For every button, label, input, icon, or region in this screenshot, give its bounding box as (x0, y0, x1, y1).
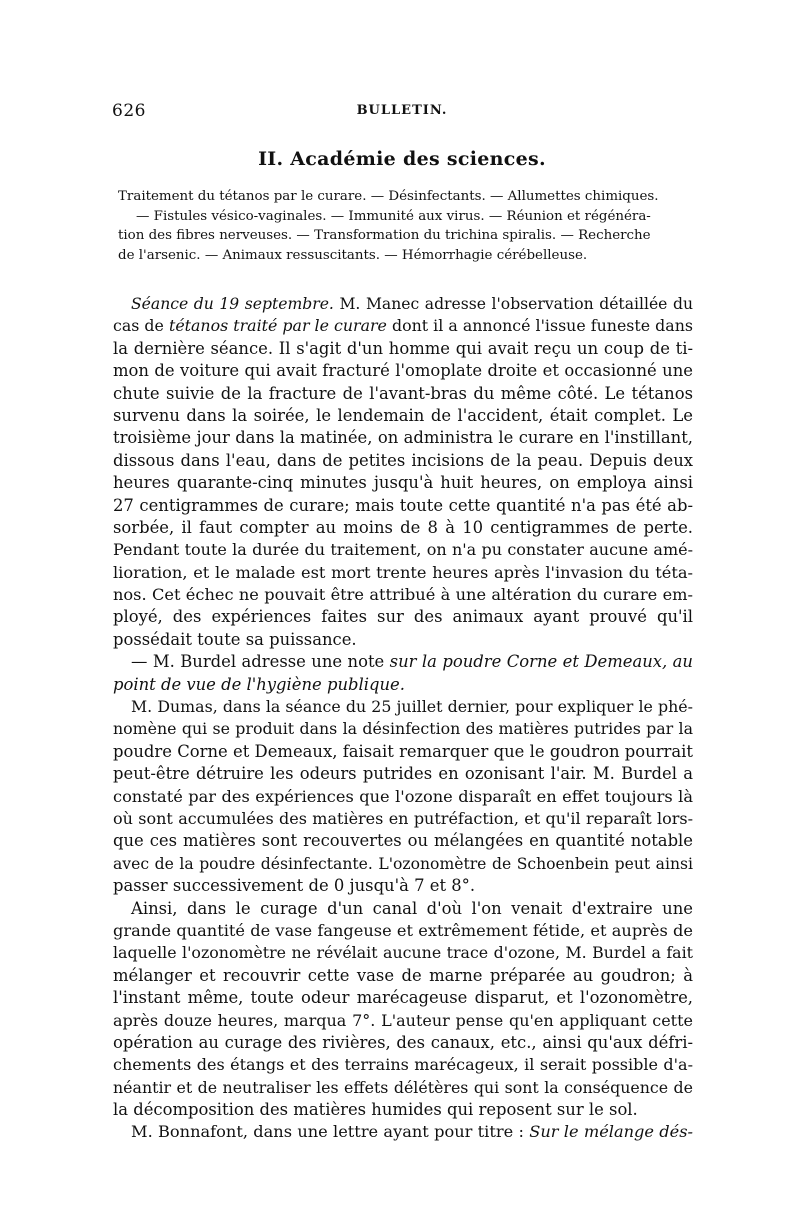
paragraph-line: M. Dumas, dans la séance du 25 juillet dernier, pour expliquer le phé- (131, 697, 693, 717)
paragraph-line: Ainsi, dans le curage d'un canal d'où l'on venait d'extraire une (131, 898, 693, 918)
summary-line: — Fistules vésico-vaginales. — Immunité aux virus. — Réunion et régénéra- (136, 208, 651, 224)
paragraph-line: la décomposition des matières humides qui reposent sur le sol. (113, 1100, 638, 1120)
paragraph-line: dissous dans l'eau, dans de petites incisions de la peau. Depuis deux (113, 450, 693, 470)
paragraph-line: chements des étangs et des terrains marécageux, il serait possible d'a- (113, 1055, 693, 1075)
paragraph-line: passer successivement de 0 jusqu'à 7 et 8°. (113, 876, 476, 896)
paragraph-line: possédait toute sa puissance. (113, 629, 357, 649)
paragraph-line: nos. Cet échec ne pouvait être attribué à une altération du curare em- (113, 585, 693, 605)
summary-line: de l'arsenic. — Animaux ressuscitants. — Hémorrhagie cérébelleuse. (118, 247, 588, 263)
italic-title: point de vue de l'hygiène publique. (113, 674, 405, 694)
paragraph-line: nomène qui se produit dans la désinfection des matières putrides par la (113, 719, 693, 739)
italic-title: sur la poudre Corne et Demeaux, au (389, 652, 693, 672)
italic-title: Sur le mélange dés- (529, 1122, 694, 1142)
paragraph-line: M. Bonnafont, dans une lettre ayant pour titre : Sur le mélange dés- (131, 1122, 694, 1142)
paragraph-line: après douze heures, marqua 7°. L'auteur pense qu'en appliquant cette (113, 1010, 693, 1030)
page-number: 626 (112, 101, 146, 121)
main-text (113, 293, 693, 1144)
section-summary (118, 187, 688, 265)
paragraph-line: lioration, et le malade est mort trente heures après l'invasion du téta- (113, 562, 693, 582)
italic-subject: tétanos traité par le curare (168, 316, 387, 336)
summary-line: Traitement du tétanos par le curare. — Désinfectants. — Allumettes chimiques. (118, 189, 659, 204)
paragraph-line: l'instant même, toute odeur marécageuse disparut, et l'ozonomètre, (113, 988, 693, 1008)
paragraph-line: la dernière séance. Il s'agit d'un homme qui avait reçu un coup de ti- (113, 338, 693, 358)
paragraph-line: sorbée, il faut compter au moins de 8 à 10 centigrammes de perte. (113, 517, 693, 537)
paragraph-line: avec de la poudre désinfectante. L'ozonomètre de Schoenbein peut ainsi (113, 854, 693, 873)
paragraph-line: poudre Corne et Demeaux, faisait remarquer que le goudron pourrait (113, 741, 693, 761)
paragraph-line: peut-être détruire les odeurs putrides en ozonisant l'air. M. Burdel a (113, 764, 693, 784)
paragraph-line: que ces matières sont recouvertes ou mélangées en quantité notable (113, 831, 693, 851)
paragraph-line: ployé, des expériences faites sur des animaux ayant prouvé qu'il (113, 607, 693, 627)
paragraph-line (113, 674, 693, 696)
paragraph-line: constaté par des expériences que l'ozone disparaît en effet toujours là (113, 786, 693, 806)
summary-line: tion des fibres nerveuses. — Transformation du trichina spiralis. — Recherche (118, 228, 651, 243)
paragraph-line: mélanger et recouvrir cette vase de marne préparée au goudron; à (113, 965, 693, 985)
paragraph-line: chute suivie de la fracture de l'avant-bras du même côté. Le tétanos (113, 383, 693, 403)
paragraph-line: Pendant toute la durée du traitement, on n'a pu constater aucune amé- (113, 540, 693, 560)
paragraph-line: troisième jour dans la matinée, on administra le curare en l'instillant, (113, 428, 693, 448)
paragraph-line: Séance du 19 septembre. M. Manec adresse l'observation détaillée du (131, 295, 693, 313)
paragraph-line: opération au curage des rivières, des canaux, etc., ainsi qu'aux défri- (113, 1032, 693, 1052)
seance-date: Séance du 19 septembre. (131, 295, 334, 313)
paragraph-line: 27 centigrammes de curare; mais toute cette quantité n'a pas été ab- (113, 495, 693, 515)
paragraph-line: où sont accumulées des matières en putréfaction, et qu'il reparaît lors- (113, 808, 693, 828)
section-title: II. Académie des sciences. (258, 148, 546, 170)
running-head: BULLETIN. (356, 103, 448, 118)
paragraph-line: laquelle l'ozonomètre ne révélait aucune trace d'ozone, M. Burdel a fait (113, 943, 693, 963)
paragraph-line: grande quantité de vase fangeuse et extrêmement fétide, et auprès de (113, 920, 693, 940)
paragraph-line: survenu dans la soirée, le lendemain de l'accident, était complet. Le (113, 405, 693, 425)
paragraph-line: néantir et de neutraliser les effets délétères qui sont la conséquence de (113, 1077, 693, 1097)
paragraph-line: — M. Burdel adresse une note sur la poudre Corne et Demeaux, au (131, 652, 693, 672)
paragraph-line: mon de voiture qui avait fracturé l'omoplate droite et occasionné une (113, 361, 693, 381)
paragraph-line: heures quarante-cinq minutes jusqu'à huit heures, on employa ainsi (113, 473, 693, 493)
page-header (112, 101, 692, 125)
paragraph-line: cas de tétanos traité par le curare dont il a annoncé l'issue funeste dans (113, 316, 693, 336)
